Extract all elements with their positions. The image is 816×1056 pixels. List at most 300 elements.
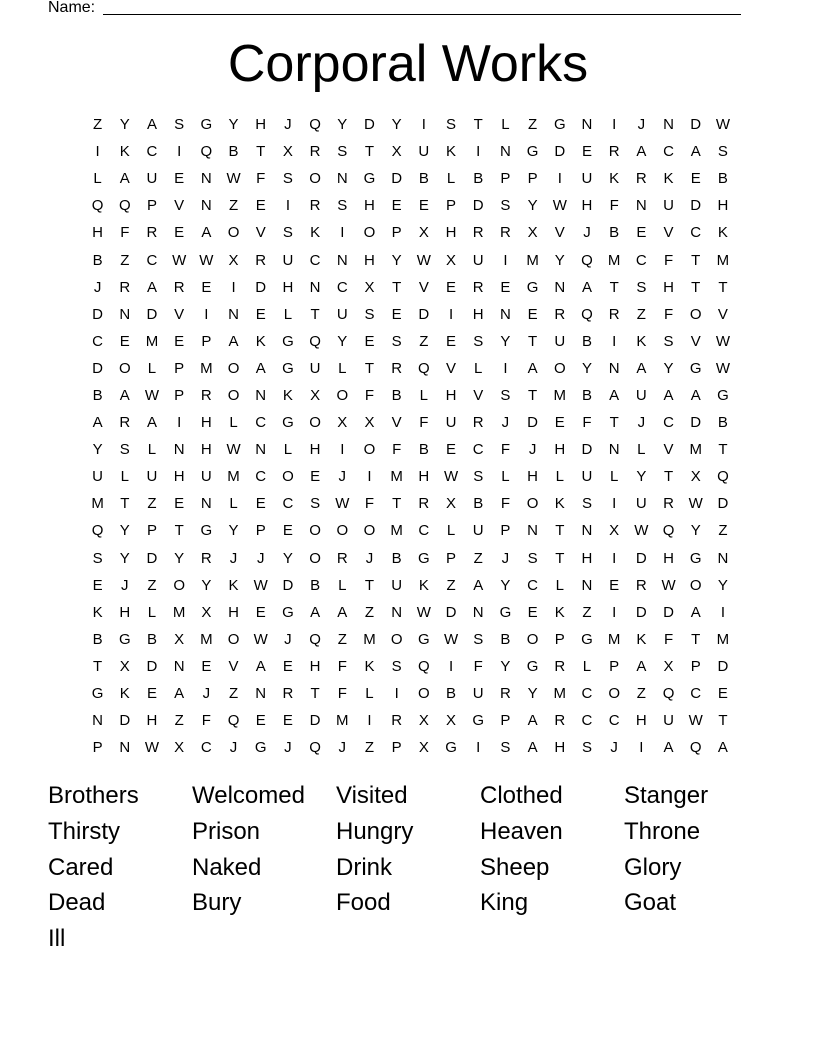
grid-letter: L (283, 305, 293, 323)
grid-letter: P (391, 739, 402, 757)
grid-letter: H (255, 116, 267, 134)
grid-letter: N (309, 278, 321, 296)
grid-letter: W (634, 522, 649, 540)
grid-letter: I (476, 143, 481, 161)
grid-letter: F (663, 630, 674, 648)
grid-letter: Q (581, 305, 593, 323)
grid-letter: Q (717, 468, 729, 486)
grid-letter: J (583, 224, 591, 242)
grid-letter: K (364, 657, 375, 675)
grid-letter: E (636, 224, 647, 242)
grid-letter: B (446, 685, 457, 703)
grid-letter: R (146, 224, 158, 242)
grid-letter: J (528, 441, 537, 459)
grid-letter: A (717, 739, 728, 757)
grid-letter: W (335, 495, 350, 513)
grid-letter: A (146, 278, 157, 296)
grid-letter: W (253, 630, 268, 648)
grid-letter: E (174, 332, 185, 350)
grid-letter: U (282, 251, 294, 269)
grid-letter: H (527, 468, 539, 486)
grid-letter: V (228, 657, 239, 675)
grid-letter: U (200, 468, 212, 486)
grid-letter: T (392, 278, 402, 296)
word-list-item: Goat (624, 889, 677, 917)
grid-letter: B (473, 170, 484, 188)
grid-letter: S (391, 332, 402, 350)
grid-letter: D (663, 603, 674, 621)
grid-letter: P (446, 549, 457, 567)
grid-letter: G (254, 739, 267, 757)
grid-letter: X (228, 251, 239, 269)
grid-letter: O (689, 305, 702, 323)
grid-letter: V (174, 197, 185, 215)
grid-letter: J (93, 278, 102, 296)
grid-letter: Y (92, 441, 103, 459)
grid-letter: E (174, 224, 185, 242)
grid-letter: R (472, 224, 484, 242)
grid-letter: V (554, 224, 565, 242)
grid-letter: N (200, 197, 212, 215)
grid-letter: Y (119, 116, 130, 134)
grid-letter: V (418, 278, 429, 296)
grid-letter: C (418, 522, 430, 540)
grid-letter: F (419, 414, 429, 432)
grid-letter: J (284, 739, 292, 757)
grid-letter: Y (663, 359, 674, 377)
grid-letter: W (443, 468, 459, 486)
name-label: Name: (48, 0, 96, 16)
grid-letter: I (340, 224, 345, 242)
grid-letter: V (663, 224, 674, 242)
grid-letter: I (503, 251, 508, 269)
grid-letter: Z (528, 116, 538, 134)
grid-letter: I (612, 549, 617, 567)
grid-letter: M (689, 441, 702, 459)
grid-letter: I (448, 657, 454, 675)
grid-letter: K (717, 224, 728, 242)
grid-letter: I (177, 143, 182, 161)
grid-letter: U (391, 576, 403, 594)
grid-letter: K (282, 386, 293, 404)
grid-letter: P (690, 657, 701, 675)
grid-letter: W (226, 441, 241, 459)
word-list-item: Throne (624, 817, 701, 845)
grid-letter: J (338, 468, 347, 486)
grid-letter: J (121, 576, 129, 594)
grid-letter: N (554, 278, 566, 296)
grid-letter: G (363, 170, 376, 188)
grid-letter: J (256, 549, 265, 567)
word-list-item: King (480, 889, 529, 917)
grid-letter: L (365, 685, 374, 703)
grid-letter: E (446, 441, 457, 459)
grid-letter: D (717, 495, 729, 513)
grid-letter: S (581, 739, 592, 757)
grid-letter: D (418, 305, 430, 323)
grid-letter: W (661, 576, 676, 594)
grid-letter: H (364, 251, 375, 269)
grid-letter: N (228, 305, 239, 323)
grid-letter: X (690, 468, 701, 486)
grid-letter: M (363, 630, 376, 648)
grid-letter: R (391, 359, 403, 377)
grid-letter: H (554, 739, 566, 757)
grid-letter: P (554, 630, 565, 648)
grid-letter: Q (91, 197, 104, 215)
grid-letter: T (364, 359, 375, 377)
word-list-item: Hungry (336, 817, 414, 845)
grid-letter: A (119, 386, 130, 404)
grid-letter: F (473, 657, 483, 675)
grid-letter: A (690, 386, 701, 404)
grid-letter: K (609, 170, 620, 188)
grid-letter: O (227, 630, 240, 648)
grid-letter: A (609, 386, 620, 404)
grid-letter: N (663, 116, 674, 134)
grid-letter: T (691, 278, 701, 296)
grid-letter: M (526, 251, 539, 269)
grid-letter: E (255, 495, 266, 513)
grid-letter: Q (418, 657, 430, 675)
grid-letter: W (226, 170, 241, 188)
grid-letter: S (663, 332, 674, 350)
grid-letter: O (227, 224, 240, 242)
grid-letter: V (255, 224, 266, 242)
grid-letter: Y (337, 116, 348, 134)
grid-letter: R (635, 576, 647, 594)
grid-letter: P (500, 170, 511, 188)
grid-letter: Y (228, 116, 239, 134)
grid-letter: Z (228, 197, 239, 215)
grid-letter: X (364, 414, 375, 432)
grid-letter: X (446, 495, 457, 513)
grid-letter: T (174, 522, 184, 540)
grid-letter: E (364, 332, 375, 350)
word-list-item: Ill (48, 925, 66, 953)
grid-letter: T (555, 549, 565, 567)
grid-letter: W (688, 495, 703, 513)
grid-letter: A (119, 170, 130, 188)
grid-letter: K (310, 224, 321, 242)
grid-letter: R (391, 712, 403, 730)
grid-letter: I (720, 603, 725, 621)
grid-letter: C (146, 251, 158, 269)
grid-letter: T (392, 495, 402, 513)
grid-letter: O (227, 359, 240, 377)
grid-letter: E (609, 576, 620, 594)
grid-letter: M (390, 522, 403, 540)
grid-letter: F (500, 441, 510, 459)
grid-letter: J (365, 549, 374, 567)
grid-letter: X (527, 224, 538, 242)
grid-letter: G (200, 522, 213, 540)
grid-letter: P (446, 197, 457, 215)
grid-letter: L (229, 414, 238, 432)
grid-letter: Z (364, 603, 375, 621)
grid-letter: T (718, 278, 728, 296)
grid-letter: R (472, 414, 484, 432)
grid-letter: U (336, 305, 348, 323)
grid-letter: S (473, 332, 484, 350)
grid-letter: Y (500, 332, 511, 350)
grid-letter: F (663, 251, 674, 269)
grid-letter: Z (582, 603, 592, 621)
grid-letter: J (202, 685, 211, 703)
grid-letter: W (144, 386, 160, 404)
grid-letter: E (527, 603, 538, 621)
grid-letter: G (200, 116, 213, 134)
grid-letter: A (663, 386, 674, 404)
grid-letter: Z (473, 549, 483, 567)
grid-letter: K (554, 495, 565, 513)
grid-letter: I (612, 495, 617, 513)
grid-letter: U (146, 170, 158, 188)
grid-letter: J (501, 414, 510, 432)
grid-letter: T (663, 468, 674, 486)
grid-letter: P (255, 522, 266, 540)
grid-letter: D (364, 116, 375, 134)
grid-letter: X (609, 522, 620, 540)
grid-letter: B (228, 143, 239, 161)
grid-letter: H (635, 712, 647, 730)
grid-letter: C (200, 739, 212, 757)
grid-letter: B (391, 549, 402, 567)
grid-letter: K (446, 143, 457, 161)
grid-letter: L (147, 359, 157, 377)
grid-letter: B (500, 630, 511, 648)
grid-letter: S (364, 305, 375, 323)
grid-letter: S (527, 549, 538, 567)
grid-letter: Q (662, 685, 675, 703)
grid-letter: O (363, 441, 376, 459)
grid-letter: R (255, 251, 267, 269)
grid-letter: N (336, 251, 348, 269)
grid-letter: K (663, 170, 674, 188)
grid-letter: Y (554, 251, 565, 269)
grid-letter: R (309, 143, 321, 161)
grid-letter: E (201, 278, 212, 296)
grid-letter: G (526, 278, 539, 296)
grid-letter: D (92, 359, 104, 377)
grid-letter: M (553, 386, 567, 404)
grid-letter: D (690, 414, 702, 432)
grid-letter: O (363, 224, 376, 242)
grid-letter: Z (147, 576, 157, 594)
grid-letter: S (500, 197, 511, 215)
grid-letter: N (635, 197, 647, 215)
grid-letter: I (421, 116, 426, 134)
grid-letter: L (338, 359, 347, 377)
grid-letter: U (472, 522, 484, 540)
grid-letter: D (717, 657, 729, 675)
grid-letter: Y (119, 549, 130, 567)
grid-letter: C (255, 414, 267, 432)
grid-letter: O (336, 522, 349, 540)
grid-letter: V (690, 332, 701, 350)
grid-letter: H (282, 278, 294, 296)
grid-letter: T (528, 386, 538, 404)
grid-letter: V (446, 359, 457, 377)
grid-letter: I (476, 739, 481, 757)
grid-letter: X (337, 414, 348, 432)
grid-letter: H (717, 197, 729, 215)
grid-letter: D (255, 278, 267, 296)
grid-letter: T (555, 522, 565, 540)
grid-letter: A (690, 603, 701, 621)
grid-letter: S (92, 549, 103, 567)
grid-letter: I (285, 197, 290, 215)
grid-letter: H (146, 712, 158, 730)
grid-letter: I (177, 414, 182, 432)
grid-letter: E (554, 414, 565, 432)
grid-letter: E (527, 305, 538, 323)
grid-letter: Y (527, 197, 538, 215)
grid-letter: K (636, 630, 647, 648)
grid-letter: I (557, 170, 562, 188)
grid-letter: R (336, 549, 348, 567)
grid-letter: N (391, 603, 403, 621)
grid-letter: S (581, 495, 592, 513)
grid-letter: Z (120, 251, 130, 269)
grid-letter: F (364, 386, 375, 404)
grid-letter: O (689, 576, 702, 594)
grid-letter: O (173, 576, 185, 594)
letter-grid (84, 111, 737, 761)
grid-letter: Y (527, 685, 538, 703)
grid-letter: R (173, 278, 185, 296)
word-list-item: Stanger (624, 782, 709, 809)
grid-letter: B (581, 332, 592, 350)
grid-letter: A (527, 739, 538, 757)
grid-letter: Y (500, 657, 511, 675)
grid-letter: L (609, 468, 619, 486)
grid-letter: W (715, 116, 730, 134)
word-list (48, 778, 768, 957)
grid-letter: S (500, 386, 511, 404)
grid-letter: T (364, 143, 375, 161)
grid-letter: X (418, 739, 429, 757)
grid-letter: U (146, 468, 158, 486)
grid-letter: O (282, 468, 294, 486)
grid-letter: L (147, 603, 157, 621)
grid-letter: R (608, 305, 620, 323)
grid-letter: D (445, 603, 457, 621)
grid-letter: Y (391, 251, 402, 269)
name-underline (103, 14, 741, 15)
grid-letter: Y (119, 522, 130, 540)
grid-letter: J (229, 549, 238, 567)
grid-letter: D (635, 603, 647, 621)
word-list-item: Naked (192, 853, 262, 881)
grid-letter: Z (718, 522, 728, 540)
grid-letter: M (336, 712, 349, 730)
grid-letter: I (367, 468, 372, 486)
grid-letter: S (446, 116, 457, 134)
grid-letter: H (581, 549, 593, 567)
grid-letter: S (473, 630, 484, 648)
grid-letter: L (555, 468, 564, 486)
grid-letter: G (472, 712, 485, 730)
grid-letter: C (472, 441, 484, 459)
grid-letter: G (282, 603, 294, 621)
grid-letter: M (716, 630, 730, 648)
grid-letter: S (473, 468, 484, 486)
grid-letter: U (581, 170, 593, 188)
grid-letter: E (119, 332, 130, 350)
grid-letter: O (336, 386, 349, 404)
grid-letter: J (501, 549, 510, 567)
grid-letter: M (390, 468, 403, 486)
grid-letter: H (663, 278, 674, 296)
grid-letter: X (418, 712, 429, 730)
grid-letter: R (282, 685, 294, 703)
grid-letter: S (174, 116, 185, 134)
grid-letter: X (119, 657, 130, 675)
grid-letter: W (416, 251, 431, 269)
grid-letter: P (92, 739, 103, 757)
grid-letter: Z (337, 630, 347, 648)
grid-letter: R (200, 386, 212, 404)
grid-letter: V (174, 305, 185, 323)
grid-letter: A (690, 143, 701, 161)
grid-letter: J (229, 739, 238, 757)
grid-letter: H (364, 197, 375, 215)
grid-letter: E (690, 170, 701, 188)
grid-letter: S (636, 278, 647, 296)
grid-letter: T (256, 143, 266, 161)
grid-letter: E (255, 712, 266, 730)
grid-letter: P (609, 657, 620, 675)
grid-letter: F (256, 170, 266, 188)
grid-letter: R (499, 224, 511, 242)
grid-letter: R (635, 170, 647, 188)
grid-letter: A (174, 685, 185, 703)
grid-letter: P (391, 224, 402, 242)
grid-letter: L (446, 522, 456, 540)
grid-letter: C (146, 143, 158, 161)
grid-letter: X (418, 224, 429, 242)
word-list-item: Thirsty (48, 817, 120, 845)
grid-letter: F (663, 305, 674, 323)
grid-letter: P (174, 386, 185, 404)
grid-letter: N (472, 603, 484, 621)
grid-letter: G (526, 657, 539, 675)
grid-letter: C (309, 251, 321, 269)
grid-letter: H (173, 468, 185, 486)
grid-letter: O (553, 359, 566, 377)
grid-letter: X (446, 712, 457, 730)
grid-letter: G (282, 359, 294, 377)
grid-letter: G (118, 630, 131, 648)
grid-letter: R (472, 278, 484, 296)
grid-letter: Y (581, 359, 592, 377)
word-list-item: Brothers (48, 782, 139, 809)
grid-letter: N (581, 576, 593, 594)
grid-letter: B (418, 441, 429, 459)
grid-letter: E (446, 332, 457, 350)
grid-letter: D (309, 712, 321, 730)
grid-letter: C (527, 576, 539, 594)
grid-letter: T (364, 576, 375, 594)
grid-letter: L (446, 170, 456, 188)
grid-letter: E (174, 170, 185, 188)
grid-letter: W (416, 603, 431, 621)
grid-letter: N (173, 441, 185, 459)
grid-letter: K (554, 603, 565, 621)
grid-letter: Z (147, 495, 157, 513)
grid-letter: P (174, 359, 185, 377)
